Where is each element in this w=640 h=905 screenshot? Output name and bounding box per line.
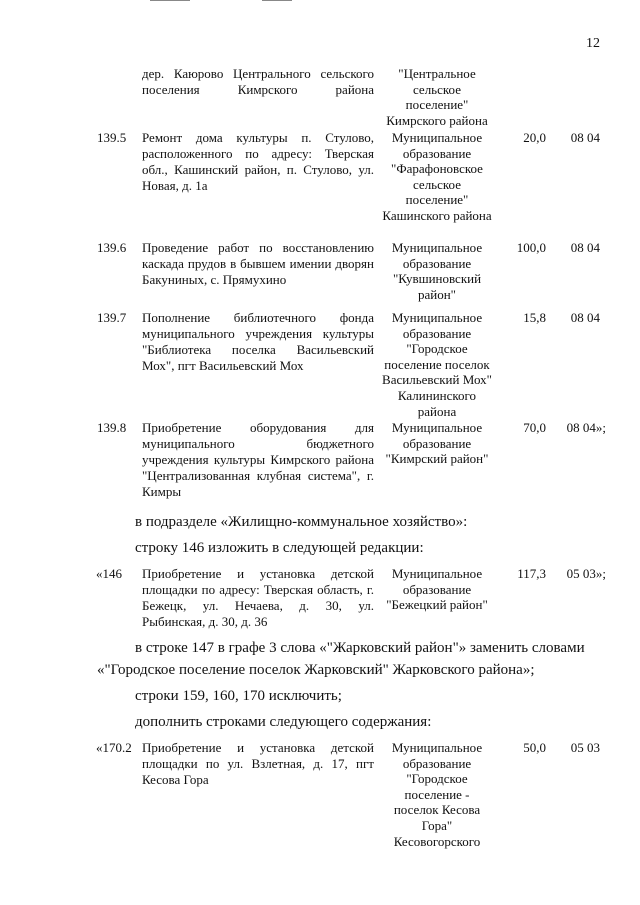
table-row-amount: 100,0	[516, 240, 546, 255]
table-row-code: 05 03	[570, 740, 600, 755]
table-row-description: Проведение работ по восстановлению каскада прудов в бывшем имении дворян Бакуниных, с. Прямухино	[142, 240, 374, 287]
table-row-description: Пополнение библиотечного фонда муниципального учреждения культуры "Библиотека поселка Васильевский Мох", пгт Васильевский Мох	[142, 310, 374, 373]
table-row-code: 08 04	[570, 240, 600, 255]
paragraph-row147-line2: «"Городское поселение поселок Жарковский" Жарковского района»;	[97, 662, 535, 678]
table-row-number: 139.7	[97, 310, 127, 325]
paragraph-rows-exclude: строки 159, 160, 170 исключить;	[135, 688, 342, 704]
scan-top-mark	[150, 0, 190, 1]
paragraph-add-rows: дополнить строками следующего содержания:	[135, 714, 432, 730]
table-row-description: Ремонт дома культуры п. Стулово, расположенного по адресу: Тверская обл., Кашинский район, п. Стулово, ул. Новая, д. 1а	[142, 130, 374, 193]
table-row-amount: 70,0	[523, 420, 546, 435]
table-row-amount: 15,8	[523, 310, 546, 325]
table-row-recipient: Муниципальное образование "Городское поселение - поселок Кесова Гора" Кесовогорского	[391, 740, 483, 849]
paragraph-housing-subsection: в подразделе «Жилищно-коммунальное хозяйство»:	[135, 514, 468, 530]
table-row-code: 08 04	[570, 130, 600, 145]
table-row-recipient: Муниципальное образование "Фарафоновское сельское поселение" Кашинского района	[382, 130, 492, 223]
table-row-recipient: Муниципальное образование "Кувшиновский район"	[391, 240, 483, 302]
table-row-number: 139.6	[97, 240, 127, 255]
table-row-number: «170.2	[96, 740, 132, 755]
table-row-number: 139.5	[97, 130, 127, 145]
page-number: 12	[586, 36, 600, 51]
paragraph-row147-line1: в строке 147 в графе 3 слова «"Жарковский район"» заменить словами	[135, 640, 585, 656]
table-row-recipient: "Центральное сельское поселение" Кимрского района	[386, 66, 488, 128]
table-row-amount: 20,0	[523, 130, 546, 145]
table-row-code: 05 03»;	[566, 566, 606, 581]
table-row-recipient: Муниципальное образование "Бежецкий район"	[386, 566, 488, 613]
table-row-number: «146	[96, 566, 122, 581]
table-row-amount: 50,0	[523, 740, 546, 755]
table-row-recipient: Муниципальное образование "Городское поселение поселок Васильевский Мох" Калининского района	[382, 310, 492, 419]
scan-top-mark	[262, 0, 292, 1]
table-row-amount: 117,3	[517, 566, 546, 581]
table-row-recipient: Муниципальное образование "Кимрский район"	[385, 420, 489, 467]
table-row-code: 08 04	[570, 310, 600, 325]
table-row-description: Приобретение и установка детской площадки по адресу: Тверская область, г. Бежецк, ул. Нечаева, д. 30, ул. Рыбинская, д. 30, д. 36	[142, 566, 374, 629]
table-row-number: 139.8	[97, 420, 127, 435]
table-row-code: 08 04»;	[566, 420, 606, 435]
table-row-description: дер. Каюрово Центрального сельского поселения Кимрского района	[142, 66, 374, 97]
table-row-description: Приобретение и установка детской площадки по ул. Взлетная, д. 17, пгт Кесова Гора	[142, 740, 374, 787]
paragraph-row146-intro: строку 146 изложить в следующей редакции:	[135, 540, 424, 556]
table-row-description: Приобретение оборудования для муниципального бюджетного учреждения культуры Кимрского района "Централизованная клубная система", г. Кимры	[142, 420, 374, 499]
